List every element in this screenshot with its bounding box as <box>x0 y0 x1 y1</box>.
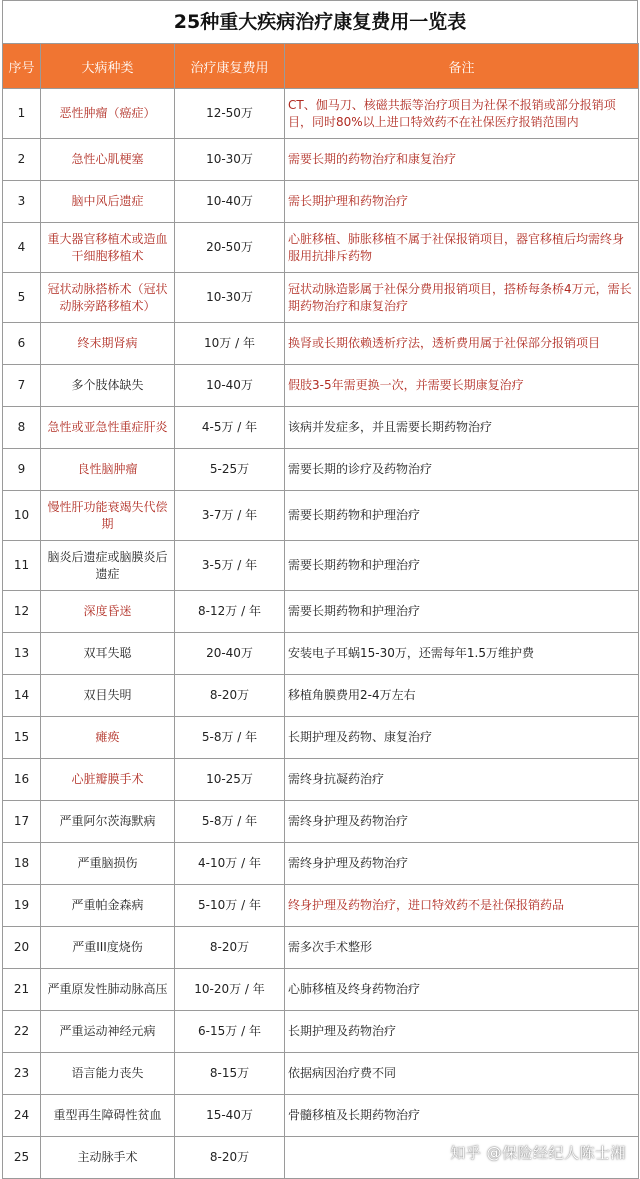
row-number: 9 <box>3 449 41 491</box>
treatment-cost: 10-20万 / 年 <box>175 969 285 1011</box>
row-number: 4 <box>3 223 41 273</box>
row-number: 18 <box>3 843 41 885</box>
table-row <box>3 407 639 449</box>
table-row <box>3 491 639 541</box>
disease-name: 主动脉手术 <box>41 1137 175 1179</box>
treatment-cost: 10万 / 年 <box>175 323 285 365</box>
table-row <box>3 139 639 181</box>
table-row <box>3 181 639 223</box>
disease-name: 重型再生障碍性贫血 <box>41 1095 175 1137</box>
treatment-cost: 10-30万 <box>175 139 285 181</box>
disease-name: 急性或亚急性重症肝炎 <box>41 407 175 449</box>
header-cost: 治疗康复费用 <box>175 44 285 89</box>
table-row <box>3 1011 639 1053</box>
disease-name: 冠状动脉搭桥术（冠状动脉旁路移植术） <box>41 273 175 323</box>
treatment-cost: 4-10万 / 年 <box>175 843 285 885</box>
disease-name: 严重阿尔茨海默病 <box>41 801 175 843</box>
remark: 需长期护理和药物治疗 <box>285 181 639 223</box>
remark: 需要长期药物和护理治疗 <box>285 541 639 591</box>
disease-name: 多个肢体缺失 <box>41 365 175 407</box>
row-number: 13 <box>3 633 41 675</box>
disease-name: 严重运动神经元病 <box>41 1011 175 1053</box>
row-number: 23 <box>3 1053 41 1095</box>
remark: 需多次手术整形 <box>285 927 639 969</box>
row-number: 16 <box>3 759 41 801</box>
remark: 该病并发症多，并且需要长期药物治疗 <box>285 407 639 449</box>
table-row <box>3 89 639 139</box>
remark: 终身护理及药物治疗，进口特效药不是社保报销药品 <box>285 885 639 927</box>
remark: 需要长期的诊疗及药物治疗 <box>285 449 639 491</box>
disease-name: 终末期肾病 <box>41 323 175 365</box>
row-number: 11 <box>3 541 41 591</box>
disease-name: 严重III度烧伤 <box>41 927 175 969</box>
disease-name: 瘫痪 <box>41 717 175 759</box>
remark: 安装电子耳蜗15-30万，还需每年1.5万维护费 <box>285 633 639 675</box>
table-title: 25种重大疾病治疗康复费用一览表 <box>2 0 638 43</box>
table-row <box>3 843 639 885</box>
table-row <box>3 223 639 273</box>
disease-name: 良性脑肿瘤 <box>41 449 175 491</box>
row-number: 24 <box>3 1095 41 1137</box>
remark: 心肺移植及终身药物治疗 <box>285 969 639 1011</box>
treatment-cost: 8-20万 <box>175 1137 285 1179</box>
row-number: 22 <box>3 1011 41 1053</box>
row-number: 25 <box>3 1137 41 1179</box>
watermark: 知乎 @保险经纪人陈士湘 <box>450 1144 626 1162</box>
table-row <box>3 449 639 491</box>
treatment-cost: 6-15万 / 年 <box>175 1011 285 1053</box>
disease-name: 脑中风后遗症 <box>41 181 175 223</box>
table-row <box>3 633 639 675</box>
table-row <box>3 927 639 969</box>
row-number: 2 <box>3 139 41 181</box>
treatment-cost: 3-5万 / 年 <box>175 541 285 591</box>
disease-name: 严重脑损伤 <box>41 843 175 885</box>
disease-name: 双耳失聪 <box>41 633 175 675</box>
table-row <box>3 675 639 717</box>
treatment-cost: 3-7万 / 年 <box>175 491 285 541</box>
treatment-cost: 20-50万 <box>175 223 285 273</box>
remark: 依据病因治疗费不同 <box>285 1053 639 1095</box>
header-row <box>3 44 639 89</box>
treatment-cost: 8-20万 <box>175 675 285 717</box>
treatment-cost: 10-40万 <box>175 365 285 407</box>
disease-name: 深度昏迷 <box>41 591 175 633</box>
row-number: 17 <box>3 801 41 843</box>
disease-name: 严重帕金森病 <box>41 885 175 927</box>
table-row <box>3 717 639 759</box>
remark: 移植角膜费用2-4万左右 <box>285 675 639 717</box>
remark: 长期护理及药物治疗 <box>285 1011 639 1053</box>
table-row <box>3 365 639 407</box>
cost-table <box>2 43 639 1179</box>
treatment-cost: 10-40万 <box>175 181 285 223</box>
row-number: 19 <box>3 885 41 927</box>
remark: 需要长期药物和护理治疗 <box>285 591 639 633</box>
remark: 骨髓移植及长期药物治疗 <box>285 1095 639 1137</box>
table-body <box>3 89 639 1179</box>
treatment-cost: 4-5万 / 年 <box>175 407 285 449</box>
remark: 需要长期的药物治疗和康复治疗 <box>285 139 639 181</box>
disease-name: 慢性肝功能衰竭失代偿期 <box>41 491 175 541</box>
table-row <box>3 541 639 591</box>
row-number: 3 <box>3 181 41 223</box>
table-row <box>3 1053 639 1095</box>
remark: 冠状动脉造影属于社保分费用报销项目，搭桥每条桥4万元，需长期药物治疗和康复治疗 <box>285 273 639 323</box>
row-number: 8 <box>3 407 41 449</box>
remark: 换肾或长期依赖透析疗法，透析费用属于社保部分报销项目 <box>285 323 639 365</box>
row-number: 10 <box>3 491 41 541</box>
remark: CT、伽马刀、核磁共振等治疗项目为社保不报销或部分报销项目，同时80%以上进口特效药不在社保医疗报销范围内 <box>285 89 639 139</box>
row-number: 21 <box>3 969 41 1011</box>
row-number: 6 <box>3 323 41 365</box>
remark: 长期护理及药物、康复治疗 <box>285 717 639 759</box>
remark: 需终身护理及药物治疗 <box>285 843 639 885</box>
row-number: 1 <box>3 89 41 139</box>
treatment-cost: 20-40万 <box>175 633 285 675</box>
disease-name: 恶性肿瘤（癌症） <box>41 89 175 139</box>
remark: 需终身护理及药物治疗 <box>285 801 639 843</box>
remark: 需终身抗凝药治疗 <box>285 759 639 801</box>
header-note: 备注 <box>285 44 639 89</box>
row-number: 7 <box>3 365 41 407</box>
treatment-cost: 5-25万 <box>175 449 285 491</box>
table-row <box>3 969 639 1011</box>
treatment-cost: 8-20万 <box>175 927 285 969</box>
disease-name: 重大器官移植术或造血干细胞移植术 <box>41 223 175 273</box>
header-name: 大病种类 <box>41 44 175 89</box>
disease-name: 严重原发性肺动脉高压 <box>41 969 175 1011</box>
treatment-cost: 5-8万 / 年 <box>175 801 285 843</box>
disease-name: 脑炎后遗症或脑膜炎后遗症 <box>41 541 175 591</box>
remark: 假肢3-5年需更换一次，并需要长期康复治疗 <box>285 365 639 407</box>
table-row <box>3 801 639 843</box>
table-row <box>3 591 639 633</box>
treatment-cost: 15-40万 <box>175 1095 285 1137</box>
disease-name: 语言能力丧失 <box>41 1053 175 1095</box>
table-row <box>3 273 639 323</box>
disease-name: 双目失明 <box>41 675 175 717</box>
treatment-cost: 8-12万 / 年 <box>175 591 285 633</box>
row-number: 5 <box>3 273 41 323</box>
disease-name: 心脏瓣膜手术 <box>41 759 175 801</box>
remark: 需要长期药物和护理治疗 <box>285 491 639 541</box>
table-row <box>3 1095 639 1137</box>
treatment-cost: 5-10万 / 年 <box>175 885 285 927</box>
table-row <box>3 323 639 365</box>
row-number: 20 <box>3 927 41 969</box>
table-row <box>3 885 639 927</box>
treatment-cost: 10-30万 <box>175 273 285 323</box>
disease-name: 急性心肌梗塞 <box>41 139 175 181</box>
row-number: 12 <box>3 591 41 633</box>
row-number: 15 <box>3 717 41 759</box>
row-number: 14 <box>3 675 41 717</box>
treatment-cost: 12-50万 <box>175 89 285 139</box>
header-no: 序号 <box>3 44 41 89</box>
remark: 心脏移植、肺胀移植不属于社保报销项目，器官移植后均需终身服用抗排斥药物 <box>285 223 639 273</box>
treatment-cost: 10-25万 <box>175 759 285 801</box>
treatment-cost: 8-15万 <box>175 1053 285 1095</box>
table-row <box>3 759 639 801</box>
treatment-cost: 5-8万 / 年 <box>175 717 285 759</box>
